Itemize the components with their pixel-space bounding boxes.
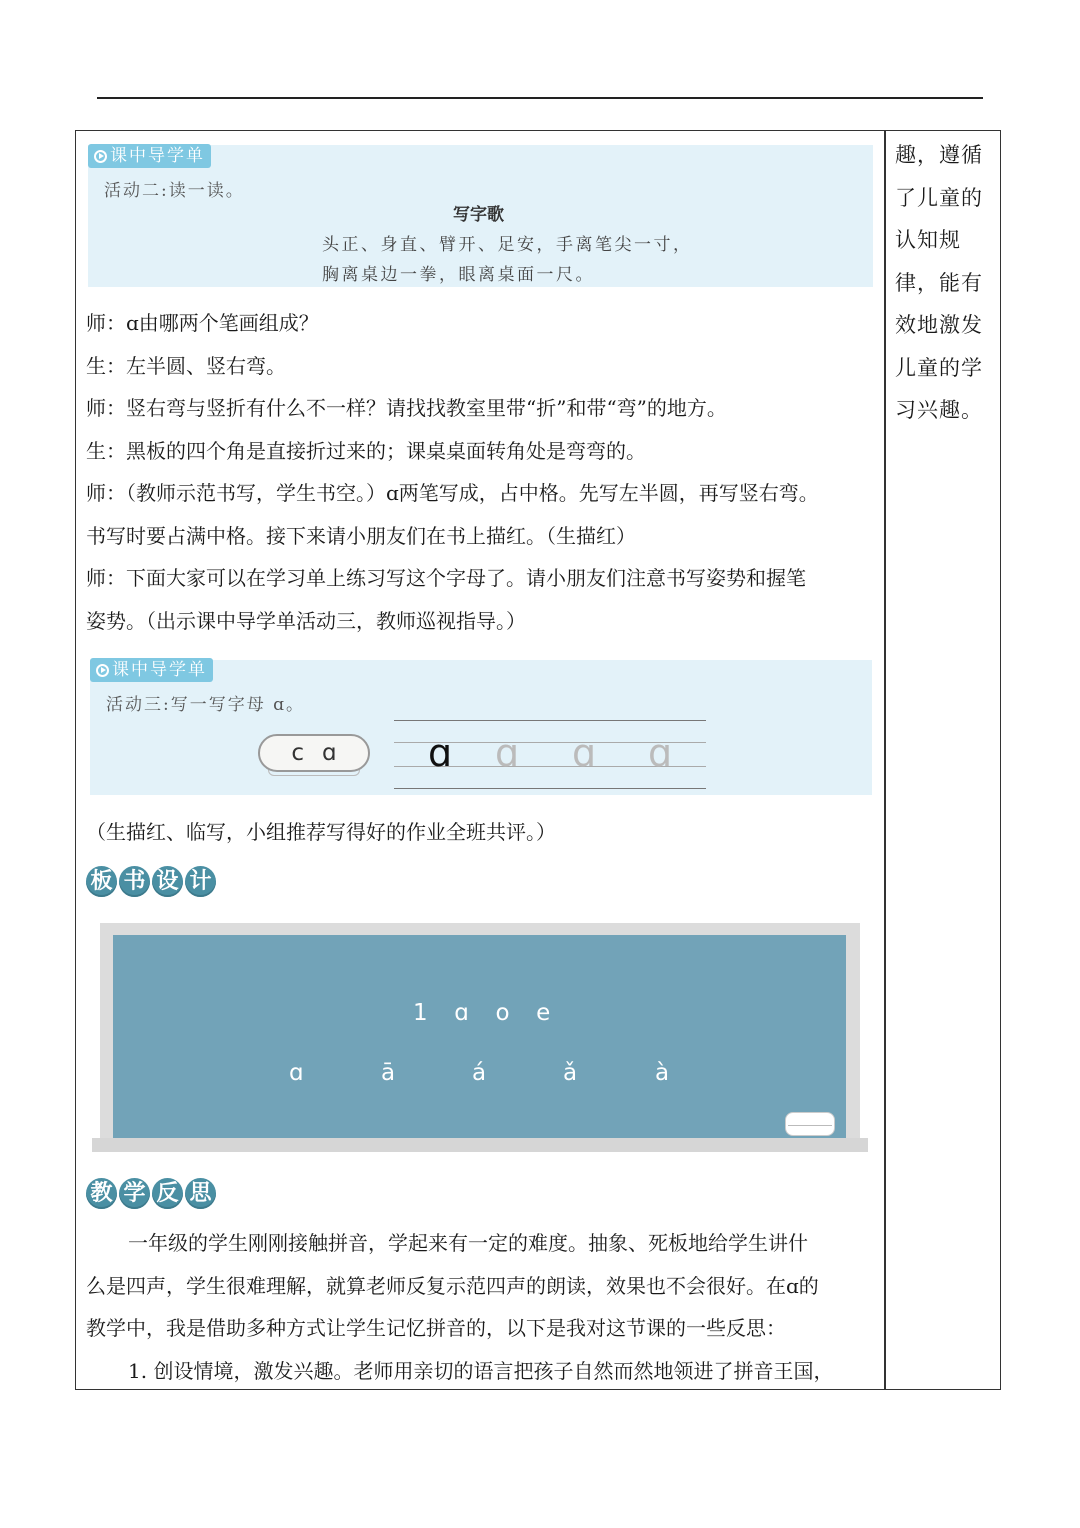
reflection-heading <box>86 1178 216 1209</box>
dialogue-line: 师：竖右弯与竖折有什么不一样？请找找教室里带“折”和带“弯”的地方。 <box>86 396 727 420</box>
practice-letter: ɑ <box>572 731 597 775</box>
tone-mark: ā <box>381 1060 396 1086</box>
dialogue-line: 姿势。（出示课中导学单活动三，教师巡视指导。） <box>86 608 526 633</box>
side-note-line: 习兴趣。 <box>895 398 983 422</box>
play-icon <box>96 664 109 677</box>
activity-label: 活动三:写一写字母 ɑ。 <box>106 695 306 715</box>
reflection-text <box>86 1222 878 1392</box>
dialogue-line: 生：黑板的四个角是直接折过来的；课桌桌面转角处是弯弯的。 <box>86 438 646 463</box>
letter-tile <box>258 734 370 772</box>
dialogue-line: 书写时要占满中格。接下来请小朋友们在书上描红。（生描红） <box>86 523 636 548</box>
side-note-line: 儿童的学 <box>895 355 983 380</box>
side-note-line: 认知规 <box>895 228 961 252</box>
poem-line: 头正、身直、臂开、足安，手离笔尖一寸， <box>322 235 693 255</box>
heading-char: 设 <box>152 866 183 897</box>
after-note-text: （生描红、临写，小组推荐写得好的作业全班共评。） <box>86 820 556 844</box>
heading-char: 书 <box>119 866 150 897</box>
after-note <box>86 811 878 854</box>
tone-mark: á <box>472 1060 487 1086</box>
guide-tag <box>90 658 213 682</box>
heading-char: 计 <box>185 866 216 897</box>
practice-letter: ɑ <box>495 731 520 775</box>
dialogue-line: 生：左半圆、竖右弯。 <box>86 353 286 378</box>
blackboard <box>113 935 846 1138</box>
tone-mark: à <box>655 1060 670 1086</box>
heading-char: 学 <box>119 1178 150 1209</box>
guide-tag <box>88 144 211 168</box>
reflection-line: 教学中，我是借助多种方式让学生记忆拼音的，以下是我对这节课的一些反思： <box>86 1316 786 1340</box>
play-icon <box>94 150 107 163</box>
side-note <box>895 134 995 432</box>
eraser-icon <box>785 1112 835 1136</box>
tone-mark: ǎ <box>563 1060 578 1086</box>
heading-char: 教 <box>86 1178 117 1209</box>
writing-line-bottom <box>394 788 706 789</box>
dialogue-block <box>86 302 878 642</box>
activity-label: 活动二:读一读。 <box>104 181 245 201</box>
side-note-line: 律，能有 <box>895 270 983 295</box>
reflection-line: 1. 创设情境，激发兴趣。老师用亲切的语言把孩子自然而然地领进了拼音王国， <box>128 1358 834 1383</box>
dialogue-line: 师：（教师示范书写，学生书空。）ɑ两笔写成，占中格。先写左半圆，再写竖右弯。 <box>86 481 819 505</box>
side-note-line: 了儿童的 <box>895 185 983 210</box>
column-divider <box>884 130 886 1390</box>
heading-char: 反 <box>152 1178 183 1209</box>
blackboard-ledge <box>92 1138 868 1152</box>
tile-letter: ɑ <box>322 740 337 766</box>
guide-tag-label: 课中导学单 <box>110 146 205 166</box>
tone-mark: ɑ <box>289 1060 304 1086</box>
heading-char: 思 <box>185 1178 216 1209</box>
board-design-heading <box>86 866 216 897</box>
side-note-line: 趣，遵循 <box>895 143 983 167</box>
reflection-line: 一年级的学生刚刚接触拼音，学起来有一定的难度。抽象、死板地给学生讲什 <box>128 1231 808 1255</box>
guide-tag-label: 课中导学单 <box>112 660 207 680</box>
dialogue-line: 师：下面大家可以在学习单上练习写这个字母了。请小朋友们注意书写姿势和握笔 <box>86 566 806 590</box>
side-note-line: 效地激发 <box>895 313 983 337</box>
board-title: 1 ɑ o e <box>413 1000 551 1026</box>
tile-letter: c <box>291 740 305 766</box>
dialogue-line: 师：ɑ由哪两个笔画组成？ <box>86 311 319 335</box>
heading-char: 板 <box>86 866 117 897</box>
writing-line-top <box>394 720 706 721</box>
practice-letter: ɑ <box>648 731 673 775</box>
reflection-line: 么是四声，学生很难理解，就算老师反复示范四声的朗读，效果也不会很好。在ɑ的 <box>86 1273 819 1298</box>
poem-line: 胸离桌边一拳，眼离桌面一尺。 <box>322 265 595 285</box>
practice-letter: ɑ <box>428 731 453 775</box>
poem-title: 写字歌 <box>453 205 504 225</box>
header-rule <box>97 97 983 99</box>
